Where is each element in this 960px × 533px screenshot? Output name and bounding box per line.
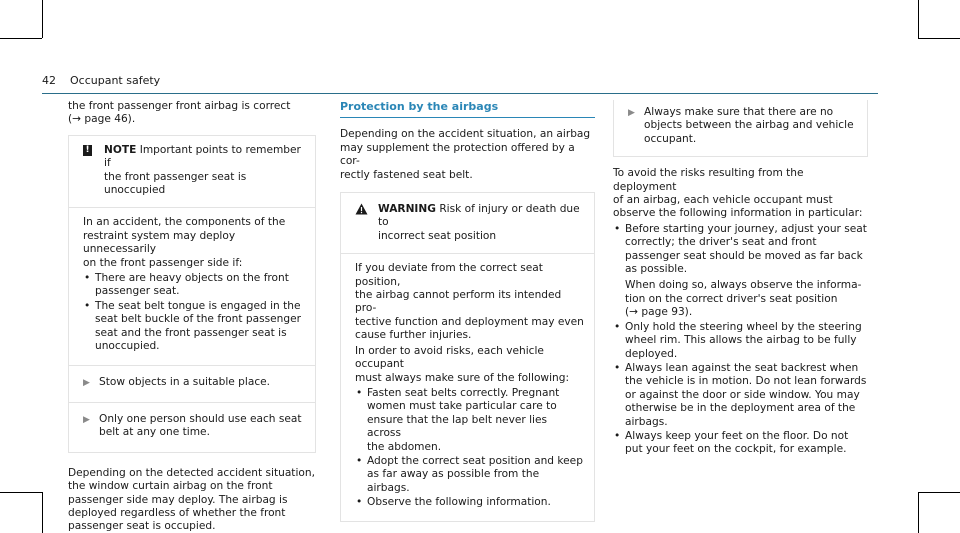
column-3 [613, 100, 868, 458]
column-2 [340, 100, 595, 522]
warning-text: In order to avoid risks, each vehicle occupant must always make sure of the following: [355, 344, 570, 384]
note-title: the front passenger seat is unoccupied [104, 170, 247, 197]
list-item: • Fasten seat belts correctly. Pregnant women must take particular care to ensure that the lap belt never lies across the abdomen. [355, 387, 584, 454]
intro-text: Depending on the accident situation, an airbag may supplement the protection offered by a cor- rectly fastened seat belt. [340, 128, 591, 181]
crop-mark [0, 38, 42, 39]
warning-title: incorrect seat position [378, 229, 497, 242]
crop-mark [0, 492, 42, 493]
list-item: • There are heavy objects on the front passenger seat. [83, 272, 305, 299]
crop-mark [918, 0, 919, 38]
list-item: • Observe the following information. [355, 496, 584, 509]
note-title: Important points to remember if [104, 143, 301, 170]
action-arrow-icon: ▶ [83, 377, 90, 388]
list-item: • Always lean against the seat backrest when the vehicle is in motion. Do not lean forwards or against the door or side window. You may otherwise be in the deployment area of the airbags. [613, 362, 868, 429]
list-item: • Only hold the steering wheel by the steering wheel rim. This allows the airbag to be fully deployed. [613, 321, 868, 361]
crop-mark [42, 0, 43, 38]
action-arrow-icon: ▶ [83, 414, 90, 425]
note-icon: ! [83, 145, 92, 156]
column-1 [68, 100, 316, 533]
action-item: ▶ Stow objects in a suitable place. [83, 376, 305, 390]
list-item: • Before starting your journey, adjust your seat correctly; the driver's seat and front passenger seat should be moved as far back as possible. When doing so, always observe the informa- tion on the correct driver's seat position (→ page 93). [613, 223, 868, 320]
list-item: • Always keep your feet on the floor. Do not put your feet on the cockpit, for example. [613, 430, 868, 457]
action-item: ▶ Always make sure that there are no objects between the airbag and vehicle occupant. [628, 106, 854, 145]
warning-label: WARNING [378, 203, 436, 216]
note-label: NOTE [104, 143, 137, 156]
intro-text: the front passenger front airbag is correct (→ page 46). [68, 100, 291, 126]
crop-mark [42, 492, 43, 533]
note-box [68, 135, 316, 453]
action-arrow-icon: ▶ [628, 108, 635, 118]
action-box [613, 100, 868, 157]
warning-text: If you deviate from the correct seat position, the airbag cannot perform its intended pro- tective function and deployment may even cause further injuries. [355, 262, 584, 342]
info-bullets [613, 223, 868, 457]
action-item: ▶ Only one person should use each seat belt at any one time. [83, 412, 302, 439]
warning-title: Risk of injury or death due to [378, 203, 580, 229]
section-heading: Protection by the airbags [340, 100, 595, 118]
header-rule [42, 93, 878, 94]
crop-mark [918, 492, 919, 533]
warning-triangle-icon [355, 203, 368, 215]
note-bullets [83, 272, 305, 353]
crop-mark [918, 492, 960, 493]
section-title: Occupant safety [70, 74, 161, 87]
list-item: • Adopt the correct seat position and keep as far away as possible from the airbags. [355, 455, 584, 495]
warning-box [340, 192, 595, 522]
intro-text: To avoid the risks resulting from the deployment of an airbag, each vehicle occupant must observe the following information in particular: [613, 167, 863, 220]
list-item: • The seat belt tongue is engaged in the seat belt buckle of the front passenger seat and the front passenger seat is unoccupied. [83, 300, 305, 354]
crop-mark [918, 38, 960, 39]
page-number: 42 [42, 74, 56, 87]
closing-text: Depending on the detected accident situation, the window curtain airbag on the front passenger side may deploy. The airbag is deployed regardless of whether the front passenger seat is occupied. [68, 466, 315, 533]
note-text: In an accident, the components of the restraint system may deploy unnecessarily on the front passenger side if: [83, 216, 286, 269]
warning-bullets [355, 387, 584, 510]
